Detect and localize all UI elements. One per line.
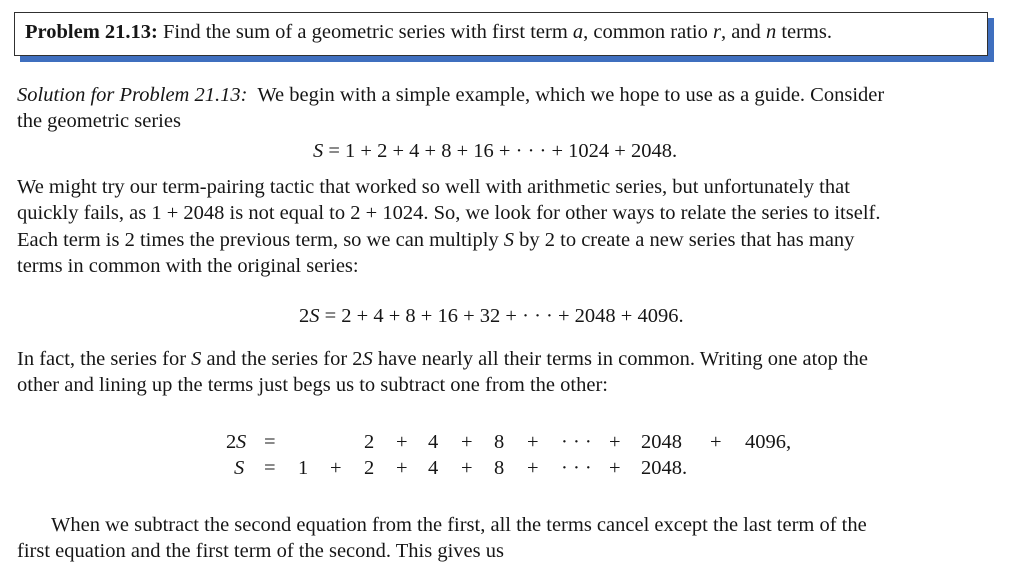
row2-plus-2: + xyxy=(461,457,473,479)
eq2-lhs-coef: 2 xyxy=(299,305,310,327)
para3-text-1c: have nearly all their terms in common. Writing one atop the xyxy=(377,348,868,370)
problem-text-1: Find the sum of a geometric series with first term xyxy=(162,21,568,43)
para2-line-3 xyxy=(17,229,854,252)
row1-plus-5: + xyxy=(710,431,722,453)
problem-text-3: , and xyxy=(720,21,761,43)
var-S: S xyxy=(503,229,515,251)
row1-var-S: S xyxy=(236,431,247,453)
row2-term-1: 1 xyxy=(298,457,309,479)
problem-text-4: terms. xyxy=(781,21,832,43)
para3-text-1a: In fact, the series for xyxy=(17,348,187,370)
var-n: n xyxy=(765,21,777,43)
row2-term-8: 8 xyxy=(494,457,505,479)
row2-term-2: 2 xyxy=(364,457,375,479)
eq2-rhs: = 2 + 4 + 8 + 16 + 32 + · · · + 2048 + 4096. xyxy=(324,305,684,327)
solution-label: Solution for Problem 21.13: xyxy=(17,84,248,106)
row2-term-4: 4 xyxy=(428,457,439,479)
problem-text-2: , common ratio xyxy=(583,21,708,43)
problem-statement xyxy=(25,21,832,44)
para2-line-1: We might try our term-pairing tactic that worked so well with arithmetic series, but unfortunately that xyxy=(17,176,850,198)
row2-var-S: S xyxy=(234,457,245,479)
row1-plus-4: + xyxy=(609,431,621,453)
var-a: a xyxy=(572,21,584,43)
row1-coef: 2 xyxy=(226,431,237,453)
row2-plus-0: + xyxy=(330,457,342,479)
row1-plus-1: + xyxy=(396,431,408,453)
row1-equals: = xyxy=(264,431,276,453)
solution-line-2: the geometric series xyxy=(17,110,181,132)
row1-plus-3: + xyxy=(527,431,539,453)
para2-text-3a: Each term is 2 times the previous term, so we can multiply xyxy=(17,229,499,251)
equation-1 xyxy=(313,140,677,163)
row2-equals: = xyxy=(264,457,276,479)
row1-term-2048: 2048 xyxy=(641,431,682,453)
problem-label: Problem 21.13: xyxy=(25,21,158,43)
para3-text-1b: and the series for 2 xyxy=(206,348,363,370)
para2-line-2: quickly fails, as 1 + 2048 is not equal to 2 + 1024. So, we look for other ways to relate the series to itself. xyxy=(17,202,881,224)
row2-plus-3: + xyxy=(527,457,539,479)
solution-text-1: We begin with a simple example, which we hope to use as a guide. Consider xyxy=(257,84,885,106)
row2-plus-1: + xyxy=(396,457,408,479)
var-S-1: S xyxy=(191,348,202,370)
para2-text-3b: by 2 to create a new series that has many xyxy=(519,229,855,251)
problem-box xyxy=(14,12,988,56)
para4-line-1: When we subtract the second equation from the first, all the terms cancel except the last term of the xyxy=(51,514,867,536)
eq1-lhs: S xyxy=(313,140,324,162)
row2-ellipsis: · · · xyxy=(561,457,592,479)
row2-plus-4: + xyxy=(609,457,621,479)
row2-term-2048: 2048. xyxy=(641,457,688,479)
row1-term-8: 8 xyxy=(494,431,505,453)
row1-term-4096: 4096, xyxy=(745,431,792,453)
para3-line-1 xyxy=(17,348,868,371)
eq2-lhs-var: S xyxy=(309,305,320,327)
var-S-2: S xyxy=(362,348,373,370)
equation-2 xyxy=(299,305,684,328)
var-r: r xyxy=(712,21,721,43)
row1-ellipsis: · · · xyxy=(561,431,592,453)
eq1-rhs: = 1 + 2 + 4 + 8 + 16 + · · · + 1024 + 2048. xyxy=(328,140,678,162)
row1-term-2: 2 xyxy=(364,431,375,453)
para3-line-2: other and lining up the terms just begs us to subtract one from the other: xyxy=(17,374,608,396)
row1-plus-2: + xyxy=(461,431,473,453)
para4-line-2: first equation and the first term of the second. This gives us xyxy=(17,540,504,562)
para2-line-4: terms in common with the original series: xyxy=(17,255,359,277)
row1-term-4: 4 xyxy=(428,431,439,453)
solution-line-1 xyxy=(17,84,884,107)
